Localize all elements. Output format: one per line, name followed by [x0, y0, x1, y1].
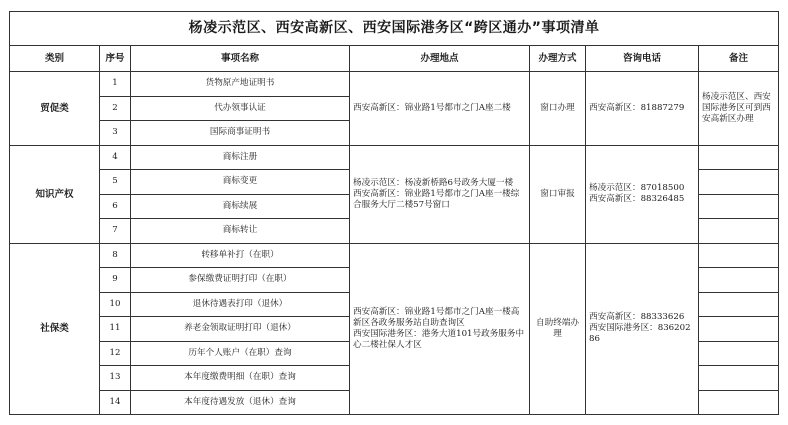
header-number: 序号 — [100, 46, 131, 72]
header-remark: 备注 — [699, 46, 779, 72]
category-trade: 贸促类 — [10, 72, 100, 146]
row-number: 4 — [100, 145, 131, 170]
item-name: 转移单补打（在职） — [131, 243, 350, 268]
table-row — [10, 145, 779, 170]
remark-cell — [699, 341, 779, 366]
row-number: 5 — [100, 170, 131, 195]
remark-cell — [699, 145, 779, 170]
item-name: 退休待遇表打印（退休） — [131, 292, 350, 317]
remark-cell — [699, 366, 779, 391]
phone-line: 西安高新区：88326485 — [589, 194, 685, 204]
item-name: 商标续展 — [131, 194, 350, 219]
method-ip: 窗口审报 — [530, 145, 586, 243]
matter-list-table — [9, 11, 779, 415]
row-number: 14 — [100, 390, 131, 415]
row-number: 10 — [100, 292, 131, 317]
row-number: 11 — [100, 317, 131, 342]
header-method: 办理方式 — [530, 46, 586, 72]
location-line: 西安高新区：锦业路1号都市之门A座一楼高新区各政务服务站自助查询区 — [353, 306, 520, 328]
category-ip: 知识产权 — [10, 145, 100, 243]
phone-line: 西安国际港务区：83620286 — [589, 323, 691, 345]
item-name: 历年个人账户（在职）查询 — [131, 341, 350, 366]
phone-line: 杨凌示范区：87018500 — [589, 183, 685, 193]
remark-cell — [699, 219, 779, 244]
item-name: 本年度待遇发放（退休）查询 — [131, 390, 350, 415]
phone-social-security — [586, 243, 699, 415]
header-item-name: 事项名称 — [131, 46, 350, 72]
remark-cell — [699, 292, 779, 317]
row-number: 3 — [100, 121, 131, 146]
item-name: 国际商事证明书 — [131, 121, 350, 146]
remark-cell — [699, 317, 779, 342]
row-number: 7 — [100, 219, 131, 244]
remark-cell — [699, 194, 779, 219]
location-line: 西安国际港务区：港务大道101号政务服务中心二楼社保人才区 — [353, 328, 525, 350]
matter-list-document — [9, 11, 778, 414]
remark-cell — [699, 390, 779, 415]
location-line: 杨凌示范区：杨凌新桥路6号政务大厦一楼 — [353, 177, 514, 188]
header-phone: 咨询电话 — [586, 46, 699, 72]
item-name: 本年度缴费明细（在职）查询 — [131, 366, 350, 391]
row-number: 6 — [100, 194, 131, 219]
category-social-security: 社保类 — [10, 243, 100, 415]
item-name: 养老金领取证明打印（退休） — [131, 317, 350, 342]
method-social-security: 自助终端办理 — [530, 243, 586, 415]
location-trade — [350, 72, 530, 146]
item-name: 参保缴费证明打印（在职） — [131, 268, 350, 293]
row-number: 8 — [100, 243, 131, 268]
method-trade: 窗口办理 — [530, 72, 586, 146]
document-title: 杨凌示范区、西安高新区、西安国际港务区“跨区通办”事项清单 — [10, 12, 779, 46]
header-location: 办理地点 — [350, 46, 530, 72]
header-category: 类别 — [10, 46, 100, 72]
phone-ip — [586, 145, 699, 243]
location-social-security — [350, 243, 530, 415]
row-number: 2 — [100, 96, 131, 121]
phone-line: 西安高新区：88333626 — [589, 312, 685, 323]
item-name: 商标变更 — [131, 170, 350, 195]
item-name: 代办领事认证 — [131, 96, 350, 121]
item-name: 商标注册 — [131, 145, 350, 170]
remark-cell — [699, 268, 779, 293]
location-line: 西安高新区：锦业路1号都市之门A座二楼 — [353, 102, 511, 113]
row-number: 9 — [100, 268, 131, 293]
remark-cell — [699, 170, 779, 195]
phone-line: 西安高新区：81887279 — [589, 102, 685, 113]
item-name: 商标转让 — [131, 219, 350, 244]
location-ip — [350, 145, 530, 243]
item-name: 货物原产地证明书 — [131, 72, 350, 97]
row-number: 1 — [100, 72, 131, 97]
location-line: 西安高新区：锦业路1号都市之门A座一楼综合服务大厅二楼57号窗口 — [353, 188, 520, 210]
table-row — [10, 72, 779, 97]
remark-trade: 杨凌示范区、西安国际港务区可到西安高新区办理 — [699, 72, 779, 146]
row-number: 12 — [100, 341, 131, 366]
header-row — [10, 46, 779, 72]
phone-trade — [586, 72, 699, 146]
table-row — [10, 243, 779, 268]
row-number: 13 — [100, 366, 131, 391]
remark-cell — [699, 243, 779, 268]
